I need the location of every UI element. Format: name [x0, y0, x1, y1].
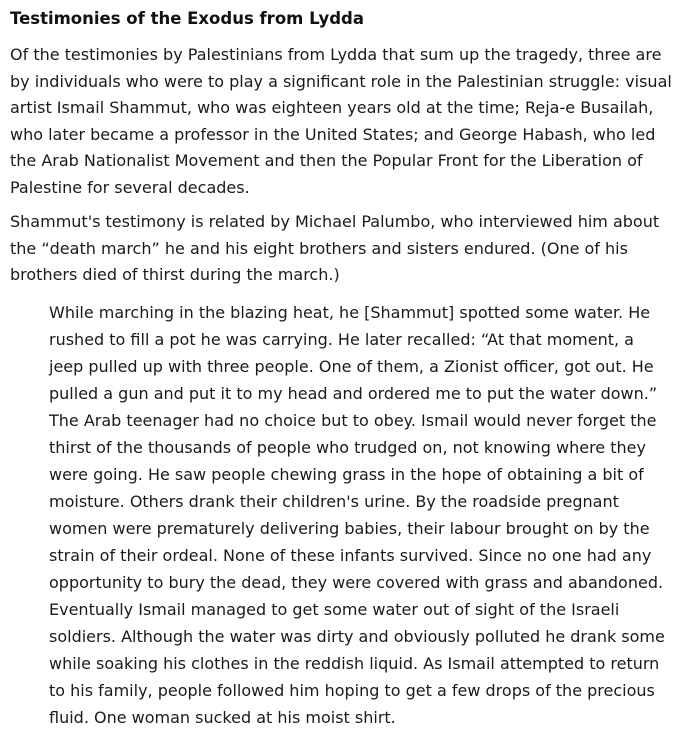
intro-paragraph: Of the testimonies by Palestinians from Lydda that sum up the tragedy, three are by individuals who were to play a significant role in the Palestinian struggle: visual artist Ismail Shammut, who was eighteen years old at the time; Reja-e Busailah, who later became a professor in the United States; and George Habash, who led the Arab Nationalist Movement and then the Popular Front for the Liberation of Palestine for several decades.	[10, 45, 672, 197]
testimony-intro-paragraph: Shammut's testimony is related by Michael Palumbo, who interviewed him about the “death march” he and his eight brothers and sisters endured. (One of his brothers died of thirst during the march.)	[10, 212, 660, 284]
section-heading: Testimonies of the Exodus from Lydda	[10, 9, 365, 28]
testimony-blockquote: While marching in the blazing heat, he [Shammut] spotted some water. He rushed to fill a pot he was carrying. He later recalled: “At that moment, a jeep pulled up with three people. One of them, a Zionist officer, got out. He pulled a gun and put it to my head and ordered me to put the water down.” The Arab teenager had no choice but to obey. Ismail would never forget the thirst of the thousands of people who trudged on, not knowing where they were going. He saw people chewing grass in the hope of obtaining a bit of moisture. Others drank their children's urine. By the roadside pregnant women were prematurely delivering babies, their labour brought on by the strain of their ordeal. None of these infants survived. Since no one had any opportunity to bury the dead, they were covered with grass and abandoned. Eventually Ismail managed to get some water out of sight of the Israeli soldiers. Although the water was dirty and obviously polluted he drank some while soaking his clothes in the reddish liquid. As Ismail attempted to return to his family, people followed him hoping to get a few drops of the precious fluid. One woman sucked at his moist shirt.	[49, 302, 665, 727]
